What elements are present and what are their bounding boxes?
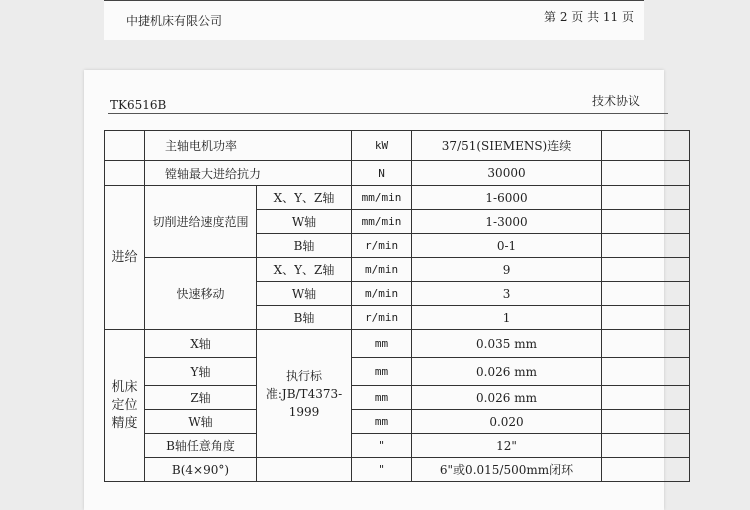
pos-b-any-unit: " [352,434,412,458]
table-row [105,258,690,282]
rapid-w-axis: W轴 [257,282,352,306]
pos-b-4x90: B(4×90°) [145,458,257,482]
pos-b-any-angle: B轴任意角度 [145,434,257,458]
cut-xyz-unit: mm/min [352,186,412,210]
cut-w-value: 1-3000 [412,210,602,234]
cut-b-unit: r/min [352,234,412,258]
document-page [84,70,664,510]
table-row [105,434,690,458]
rapid-w-unit: m/min [352,282,412,306]
pos-x-value: 0.035 mm [412,330,602,358]
table-row [105,358,690,386]
motor-power-unit: kW [352,131,412,161]
pos-b-4x90-unit: " [352,458,412,482]
rapid-b-axis: B轴 [257,306,352,330]
rapid-xyz-value: 9 [412,258,602,282]
company-name: 中捷机床有限公司 [126,14,223,28]
pos-y-value: 0.026 mm [412,358,602,386]
boring-force-label: 镗轴最大进给抗力 [145,161,352,186]
header-divider [108,113,668,114]
motor-power-value: 37/51(SIEMENS)连续 [412,131,602,161]
table-row [105,410,690,434]
rapid-w-value: 3 [412,282,602,306]
standard-label: 执行标准:JB/T4373-1999 [257,330,352,458]
machine-model: TK6516B [110,98,167,112]
document-title: 技术协议 [591,94,640,108]
cut-speed-label: 切削进给速度范围 [145,186,257,258]
pos-x-unit: mm [352,330,412,358]
table-row [105,330,690,358]
pos-b-4x90-value: 6"或0.015/500mm闭环 [412,458,602,482]
table-row [105,161,690,186]
pos-x-axis: X轴 [145,330,257,358]
cut-w-axis: W轴 [257,210,352,234]
spec-table [104,130,690,482]
footer-divider [104,0,644,1]
boring-force-value: 30000 [412,161,602,186]
rapid-b-unit: r/min [352,306,412,330]
positioning-group-label: 机床定位精度 [105,330,145,482]
cut-b-axis: B轴 [257,234,352,258]
pos-b-any-value: 12" [412,434,602,458]
cut-xyz-value: 1-6000 [412,186,602,210]
pos-w-unit: mm [352,410,412,434]
table-row [105,458,690,482]
pos-z-value: 0.026 mm [412,386,602,410]
feed-group-label: 进给 [105,186,145,330]
pos-w-axis: W轴 [145,410,257,434]
pos-z-unit: mm [352,386,412,410]
previous-page-footer [104,0,644,40]
page-number: 第 2 页 共 11 页 [544,10,634,24]
rapid-xyz-axis: X、Y、Z轴 [257,258,352,282]
cut-b-value: 0-1 [412,234,602,258]
table-row [105,386,690,410]
pos-z-axis: Z轴 [145,386,257,410]
cut-w-unit: mm/min [352,210,412,234]
pos-w-value: 0.020 [412,410,602,434]
rapid-b-value: 1 [412,306,602,330]
table-row [105,131,690,161]
pos-y-unit: mm [352,358,412,386]
boring-force-unit: N [352,161,412,186]
table-row [105,186,690,210]
rapid-xyz-unit: m/min [352,258,412,282]
motor-power-label: 主轴电机功率 [145,131,352,161]
cut-xyz-axis: X、Y、Z轴 [257,186,352,210]
pos-y-axis: Y轴 [145,358,257,386]
rapid-move-label: 快速移动 [145,258,257,330]
